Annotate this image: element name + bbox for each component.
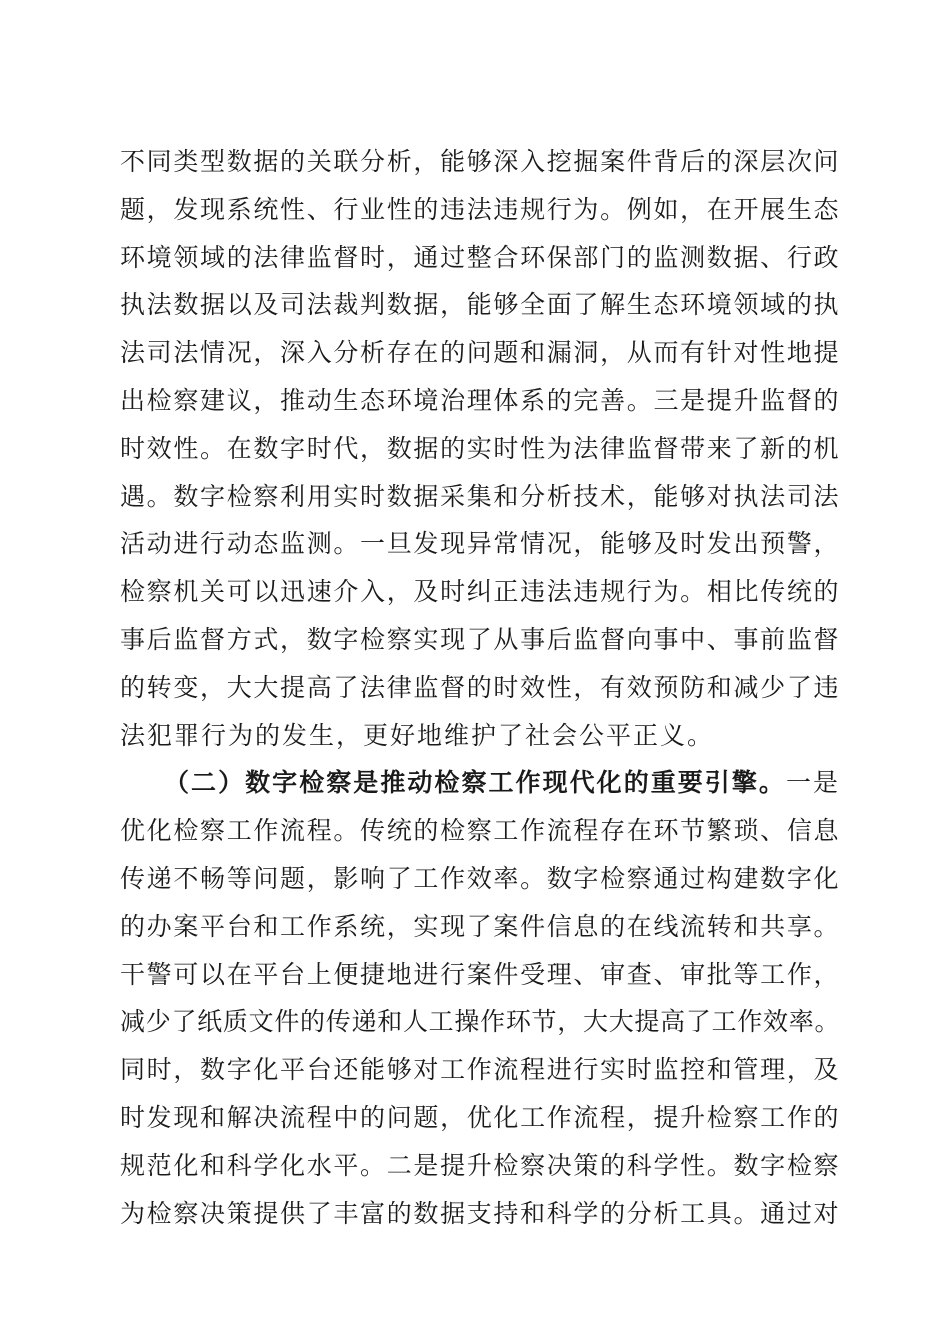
body-line: 减少了纸质文件的传递和人工操作环节，大大提高了工作效率。	[120, 1007, 840, 1037]
body-line: 规范化和科学化水平。二是提升检察决策的科学性。数字检察	[120, 1150, 840, 1180]
body-line: 的办案平台和工作系统，实现了案件信息的在线流转和共享。	[120, 911, 840, 941]
body-line: 遇。数字检察利用实时数据采集和分析技术，能够对执法司法	[120, 481, 840, 511]
body-line: 为检察决策提供了丰富的数据支持和科学的分析工具。通过对	[120, 1198, 840, 1228]
body-line: 的转变，大大提高了法律监督的时效性，有效预防和减少了违	[120, 672, 840, 702]
body-line: 时效性。在数字时代，数据的实时性为法律监督带来了新的机	[120, 433, 840, 463]
body-line: 题，发现系统性、行业性的违法违规行为。例如，在开展生态	[120, 194, 840, 224]
body-line: 事后监督方式，数字检察实现了从事后监督向事中、事前监督	[120, 624, 840, 654]
body-line: 优化检察工作流程。传统的检察工作流程存在环节繁琐、信息	[120, 816, 840, 846]
body-line: 不同类型数据的关联分析，能够深入挖掘案件背后的深层次问	[120, 147, 840, 176]
body-line: 干警可以在平台上便捷地进行案件受理、审查、审批等工作，	[120, 959, 840, 989]
body-line: 出检察建议，推动生态环境治理体系的完善。三是提升监督的	[120, 385, 840, 415]
section-heading-rest: 一是	[785, 768, 840, 798]
section-heading-line	[120, 759, 840, 807]
body-line: 检察机关可以迅速介入，及时纠正违法违规行为。相比传统的	[120, 577, 840, 607]
body-line: 活动进行动态监测。一旦发现异常情况，能够及时发出预警，	[120, 529, 840, 559]
body-line: 环境领域的法律监督时，通过整合环保部门的监测数据、行政	[120, 242, 840, 272]
body-line: 执法数据以及司法裁判数据，能够全面了解生态环境领域的执	[120, 290, 840, 320]
document-body	[120, 138, 840, 1237]
body-line: 传递不畅等问题，影响了工作效率。数字检察通过构建数字化	[120, 863, 840, 893]
body-line: 法司法情况，深入分析存在的问题和漏洞，从而有针对性地提	[120, 338, 840, 368]
section-heading: （二）数字检察是推动检察工作现代化的重要引擎。	[164, 768, 786, 798]
body-line: 时发现和解决流程中的问题，优化工作流程，提升检察工作的	[120, 1102, 840, 1132]
body-line: 同时，数字化平台还能够对工作流程进行实时监控和管理，及	[120, 1055, 840, 1085]
body-line: 法犯罪行为的发生，更好地维护了社会公平正义。	[120, 720, 715, 750]
